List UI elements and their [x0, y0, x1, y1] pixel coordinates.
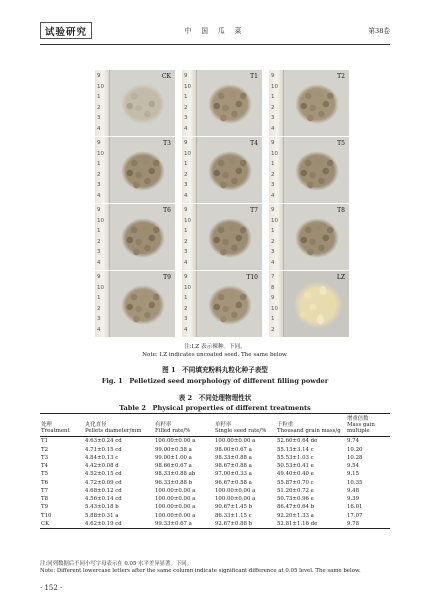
ruler-mark: 3 [97, 249, 101, 255]
cell-mass-gain: 17.07 [347, 512, 363, 519]
ruler [269, 137, 284, 203]
running-header [40, 22, 390, 42]
seed-photo-t5 [269, 137, 349, 203]
ruler-mark: 4 [184, 192, 188, 199]
ruler-mark: 3 [97, 182, 101, 188]
ruler-mark: 4 [184, 259, 188, 266]
ruler-mark: 1 [97, 94, 101, 100]
seed-pile [121, 218, 165, 258]
ruler-mark: 9 [184, 207, 188, 213]
cell-single-seed-rate: 100.00±0.00 a [215, 438, 256, 445]
ruler-mark: 2 [184, 171, 188, 178]
table-row [40, 487, 390, 495]
figure-note-cn: 注:LZ 表示裸种。下同。 [184, 344, 246, 350]
panel-label: T10 [246, 274, 258, 281]
ruler-mark: 2 [184, 305, 188, 312]
cell-thousand-grain-mass: 52.81±1.16 de [276, 520, 346, 529]
table-title-en: Table 2 Physical properties of different treatments [119, 404, 311, 412]
cell-thousand-grain-mass: 55.53±1.03 c [277, 454, 314, 461]
header-thousand-grain-mass [276, 414, 346, 437]
seed-photo-t7 [182, 204, 262, 270]
table-row [40, 446, 390, 454]
ruler-mark: 1 [97, 295, 101, 301]
seed-photo-t8 [269, 204, 349, 270]
header-en: Treatment [41, 428, 70, 435]
ruler-mark: 10 [184, 217, 191, 224]
panel-label: T5 [337, 140, 345, 147]
cell-mass-gain: 16.01 [347, 504, 363, 511]
seed-pile [121, 84, 165, 124]
cell-single-seed-rate: 92.67±0.88 b [214, 520, 276, 529]
header-cn: 处理 [41, 421, 52, 428]
cell-mass-gain: 9.74 [347, 438, 360, 445]
page-number: · 152 · [40, 584, 63, 592]
table-row [40, 454, 390, 462]
ruler-mark: 9 [271, 140, 275, 146]
ruler-mark: 4 [184, 125, 188, 132]
panel-label: LZ [336, 274, 345, 281]
cell-thousand-grain-mass: 50.73±0.96 e [277, 496, 314, 503]
cell-treatment: T4 [41, 463, 49, 470]
cell-single-seed-rate: 86.33±1.15 c [215, 512, 252, 519]
cell-filled-rate: 99.33±0.67 a [154, 520, 214, 529]
cell-diameter: 4.63±0.24 cd [85, 438, 122, 445]
panel-label: T6 [163, 207, 171, 214]
ruler [182, 271, 197, 337]
cell-thousand-grain-mass: 51.20±0.72 e [277, 487, 314, 494]
cell-filled-rate: 100.00±0.00 a [155, 438, 196, 445]
ruler-mark: 1 [271, 316, 275, 322]
cell-mass-gain: 10.20 [347, 446, 363, 453]
ruler-mark: 7 [271, 274, 275, 280]
ruler-mark: 10 [184, 83, 191, 90]
seed-photo-t9 [95, 271, 175, 337]
cell-thousand-grain-mass: 86.47±0.64 b [277, 504, 315, 511]
ruler-mark: 3 [184, 115, 188, 121]
ruler-mark: 9 [271, 73, 275, 79]
cell-mass-gain: 9.78 [346, 520, 390, 529]
cell-mass-gain: 9.15 [347, 471, 360, 478]
ruler-mark: 9 [97, 73, 101, 79]
seed-pile [293, 281, 343, 329]
ruler-mark: 3 [271, 115, 275, 121]
ruler-mark: 9 [184, 274, 188, 280]
cell-diameter: 5.43±0.18 b [85, 504, 119, 511]
seed-pile [295, 84, 339, 124]
cell-treatment: T2 [41, 446, 49, 453]
cell-treatment: T1 [41, 438, 49, 445]
ruler [182, 70, 197, 136]
header-cn: 丸化直径 [85, 421, 107, 428]
cell-mass-gain: 10.28 [347, 454, 363, 461]
panel-label: CK [161, 73, 171, 80]
seed-photo-t2 [269, 70, 349, 136]
header-cn: 千粒重 [277, 421, 294, 428]
cell-filled-rate: 100.00±0.00 a [155, 512, 196, 519]
seed-photo-t3 [95, 137, 175, 203]
ruler-mark: 9 [271, 207, 275, 213]
table-row [40, 495, 390, 503]
ruler-mark: 1 [184, 94, 188, 100]
cell-filled-rate: 96.33±0.88 b [155, 479, 193, 486]
ruler-mark: 9 [97, 274, 101, 280]
ruler-mark: 10 [97, 284, 104, 291]
cell-thousand-grain-mass: 50.53±0.41 e [277, 463, 314, 470]
ruler [95, 70, 110, 136]
ruler-mark: 10 [97, 83, 104, 90]
ruler-mark: 8 [271, 284, 275, 291]
ruler-mark: 4 [271, 192, 275, 199]
ruler-mark: 2 [271, 104, 275, 111]
journal-name: 中 国 瓜 菜 [184, 27, 246, 35]
cell-thousand-grain-mass: 55.13±3.14 c [277, 446, 314, 453]
cell-single-seed-rate: 98.00±0.67 a [215, 446, 252, 453]
ruler-mark: 2 [97, 171, 101, 178]
panel-label: T9 [163, 274, 171, 281]
cell-single-seed-rate: 98.33±0.88 a [215, 454, 252, 461]
ruler [95, 271, 110, 337]
ruler-mark: 9 [271, 295, 275, 301]
ruler-mark: 1 [184, 295, 188, 301]
ruler-mark: 4 [97, 326, 101, 333]
seed-pile [121, 151, 165, 191]
header-cn: 单籽率 [215, 421, 232, 428]
panel-label: T2 [337, 73, 345, 80]
ruler-mark: 2 [97, 305, 101, 312]
ruler-mark: 10 [271, 305, 278, 312]
ruler-mark: 2 [271, 171, 275, 178]
table-header-row [40, 414, 390, 437]
cell-diameter: 4.62±0.19 cd [84, 520, 154, 529]
cell-thousand-grain-mass: 92.20±1.33 a [277, 512, 314, 519]
figure-note-en: Note: LZ indicates uncoated seed. The same below. [142, 352, 288, 358]
ruler [95, 137, 110, 203]
ruler [269, 204, 284, 270]
ruler-mark: 1 [271, 161, 275, 167]
seed-photo-ck [95, 70, 175, 136]
header-filled-rate [154, 414, 214, 437]
section-tag: 试验研究 [40, 22, 92, 39]
ruler-mark: 3 [184, 182, 188, 188]
seed-pile [295, 218, 339, 258]
panel-label: T8 [337, 207, 345, 214]
ruler-mark: 10 [184, 284, 191, 291]
cell-diameter: 4.72±0.09 cd [85, 479, 122, 486]
ruler-mark: 10 [271, 83, 278, 90]
table-row [40, 462, 390, 470]
cell-diameter: 4.56±0.14 cd [85, 496, 122, 503]
ruler-mark: 10 [97, 150, 104, 157]
seed-photo-t10 [182, 271, 262, 337]
seed-pile [208, 151, 252, 191]
ruler-mark: 10 [271, 217, 278, 224]
cell-diameter: 4.68±0.12 cd [85, 487, 122, 494]
header-cn: 增重倍数 [347, 415, 369, 422]
cell-filled-rate: 100.00±0.00 a [155, 487, 196, 494]
ruler-mark: 1 [184, 228, 188, 234]
seed-pile [295, 151, 339, 191]
cell-filled-rate: 99.00±0.58 a [155, 446, 192, 453]
cell-single-seed-rate: 96.67±0.58 a [215, 479, 252, 486]
seed-pile [208, 285, 252, 325]
ruler-mark: 1 [97, 161, 101, 167]
ruler-mark: 4 [271, 125, 275, 132]
cell-mass-gain: 9.54 [347, 463, 360, 470]
panel-label: T3 [163, 140, 171, 147]
ruler-mark: 4 [271, 259, 275, 266]
ruler-mark: 2 [97, 238, 101, 245]
ruler [269, 70, 284, 136]
ruler [182, 204, 197, 270]
cell-mass-gain: 9.48 [347, 487, 360, 494]
cell-single-seed-rate: 100.00±0.00 a [215, 487, 256, 494]
panel-label: T7 [250, 207, 258, 214]
ruler-mark: 9 [184, 140, 188, 146]
header-diameter [84, 414, 154, 437]
cell-treatment: T10 [41, 512, 52, 519]
panel-label: T4 [250, 140, 258, 147]
header-en: Thousand grain mass/g [277, 428, 341, 435]
seed-photo-t6 [95, 204, 175, 270]
ruler-mark: 2 [97, 104, 101, 111]
physical-properties-table [40, 413, 390, 529]
ruler [269, 271, 284, 337]
cell-filled-rate: 98.66±0.67 a [155, 463, 192, 470]
ruler-mark: 3 [271, 249, 275, 255]
ruler-mark: 9 [97, 207, 101, 213]
cell-thousand-grain-mass: 49.40±0.40 e [277, 471, 314, 478]
seed-photo-lz [269, 271, 349, 337]
cell-single-seed-rate: 97.00±0.33 a [215, 471, 252, 478]
cell-thousand-grain-mass: 52.60±0.64 de [277, 438, 318, 445]
header-en: Single seed rate/% [215, 428, 267, 435]
cell-treatment: T8 [41, 496, 49, 503]
volume-label: 第38卷 [368, 27, 390, 35]
ruler-mark: 1 [271, 228, 275, 234]
ruler [95, 204, 110, 270]
header-mass-gain [346, 414, 390, 437]
ruler [182, 137, 197, 203]
ruler-mark: 2 [271, 238, 275, 245]
cell-treatment: T6 [41, 479, 49, 486]
ruler-mark: 2 [184, 238, 188, 245]
ruler-mark: 10 [184, 150, 191, 157]
ruler-mark: 3 [184, 316, 188, 322]
cell-treatment: T9 [41, 504, 49, 511]
table-row [40, 520, 390, 529]
seed-pile [208, 218, 252, 258]
cell-diameter: 4.42±0.08 d [85, 463, 119, 470]
table-row [40, 437, 390, 446]
seed-photo-t1 [182, 70, 262, 136]
seed-pile [208, 84, 252, 124]
header-en: Filled rate/% [155, 428, 191, 435]
seed-photo-t4 [182, 137, 262, 203]
table-note-en: Note: Different lowercase letters after the same column indicate significant difference at 0.05 level. The same below. [40, 568, 361, 574]
cell-diameter: 4.71±0.15 cd [85, 446, 122, 453]
ruler-mark: 3 [184, 249, 188, 255]
ruler-mark: 4 [184, 326, 188, 333]
cell-filled-rate: 100.00±0.00 a [155, 496, 196, 503]
header-rule [40, 44, 390, 45]
ruler-mark: 1 [97, 228, 101, 234]
cell-filled-rate: 100.00±0.00 a [155, 504, 196, 511]
header-en: Pellets diameter/mm [85, 428, 142, 435]
figure-title-en: Fig. 1 Pelletized seed morphology of different filling powder [101, 377, 329, 385]
cell-diameter: 4.52±0.15 cd [85, 471, 122, 478]
ruler-mark: 9 [184, 73, 188, 79]
ruler-mark: 10 [271, 150, 278, 157]
cell-thousand-grain-mass: 55.87±0.70 c [277, 479, 314, 486]
cell-single-seed-rate: 90.67±1.45 b [215, 504, 253, 511]
table-note-cn: 注:同列数据后不同小写字母表示在 0.05 水平差异显著。下同。 [40, 561, 193, 567]
cell-mass-gain: 9.39 [347, 496, 360, 503]
ruler-mark: 2 [184, 104, 188, 111]
cell-diameter: 4.84±0.13 c [85, 454, 119, 461]
header-en: Mass gain multiple [347, 421, 375, 435]
cell-mass-gain: 10.35 [347, 479, 363, 486]
cell-treatment: T3 [41, 454, 49, 461]
cell-treatment: T5 [41, 471, 49, 478]
ruler-mark: 3 [271, 182, 275, 188]
cell-treatment: T7 [41, 487, 49, 494]
header-cn: 有籽率 [155, 421, 172, 428]
panel-label: T1 [250, 73, 258, 80]
cell-filled-rate: 99.00±1.00 a [155, 454, 192, 461]
table-row [40, 504, 390, 512]
ruler-mark: 3 [97, 316, 101, 322]
table-row [40, 512, 390, 520]
ruler-mark: 4 [97, 192, 101, 199]
table-row [40, 471, 390, 479]
cell-filled-rate: 98.33±0.88 ab [155, 471, 196, 478]
ruler-mark: 4 [97, 125, 101, 132]
header-treatment [40, 414, 84, 437]
cell-treatment: CK [40, 520, 84, 529]
ruler-mark: 1 [271, 94, 275, 100]
ruler-mark: 1 [184, 161, 188, 167]
ruler-mark: 3 [97, 115, 101, 121]
seed-pile [121, 285, 165, 325]
cell-single-seed-rate: 100.00±0.00 a [215, 496, 256, 503]
figure-title-cn: 图 1 不同填充粉料丸粒化种子表型 [162, 366, 268, 374]
table-row [40, 479, 390, 487]
ruler-mark: 10 [97, 217, 104, 224]
cell-single-seed-rate: 98.67±0.88 a [215, 463, 252, 470]
ruler-mark: 2 [271, 326, 275, 333]
header-single-seed-rate [214, 414, 276, 437]
ruler-mark: 4 [97, 259, 101, 266]
table-title-cn: 表 2 不同处理物理性状 [178, 394, 252, 402]
cell-diameter: 5.88±0.31 a [85, 512, 119, 519]
ruler-mark: 9 [97, 140, 101, 146]
